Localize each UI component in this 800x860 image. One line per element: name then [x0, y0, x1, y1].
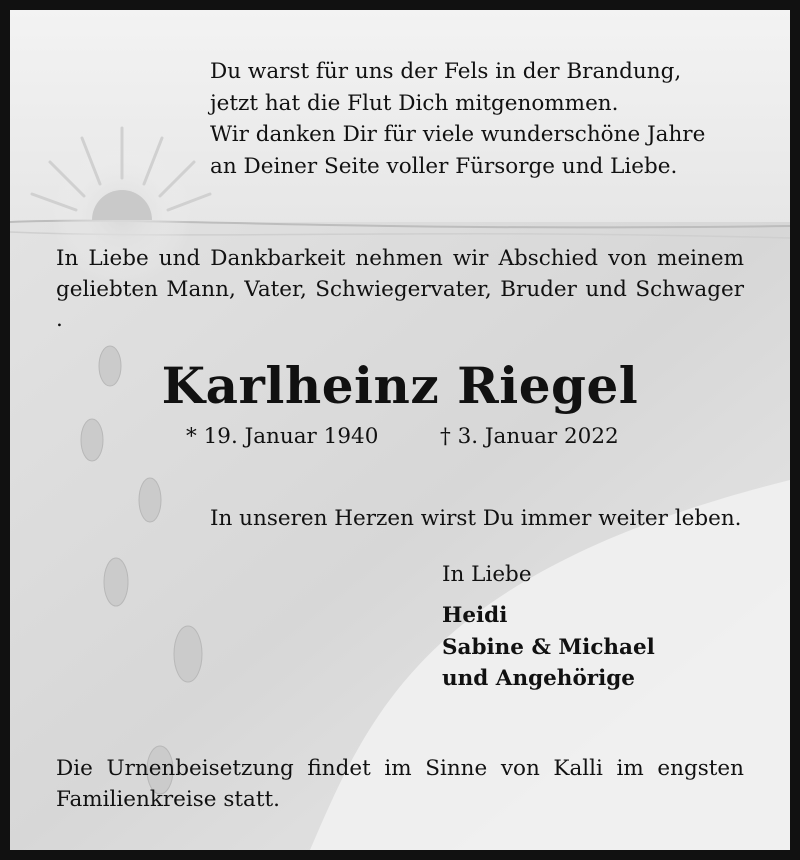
mourner-name: und Angehörige	[442, 666, 635, 691]
mourners-list	[442, 600, 655, 695]
farewell-intro: In Liebe und Dankbarkeit nehmen wir Abschied von meinem geliebten Mann, Vater, Schwiegervater, Bruder und Schwager .	[56, 246, 744, 332]
death-date: † 3. Januar 2022	[440, 424, 619, 449]
poem-text: Du warst für uns der Fels in der Brandung, jetzt hat die Flut Dich mitgenommen. Wir danken Dir für viele wunderschöne Jahre an Deiner Seite voller Fürsorge und Liebe.	[210, 59, 706, 179]
signoff-text: In Liebe	[442, 562, 532, 587]
memorial-motto: In unseren Herzen wirst Du immer weiter leben.	[210, 506, 742, 531]
deceased-name: Karlheinz Riegel	[161, 356, 639, 415]
birth-date: * 19. Januar 1940	[186, 424, 379, 449]
mourner-name: Heidi	[442, 603, 508, 628]
funeral-note: Die Urnenbeisetzung findet im Sinne von Kalli im engsten Familienkreise statt.	[56, 756, 744, 812]
mourner-name: Sabine & Michael	[442, 634, 655, 660]
